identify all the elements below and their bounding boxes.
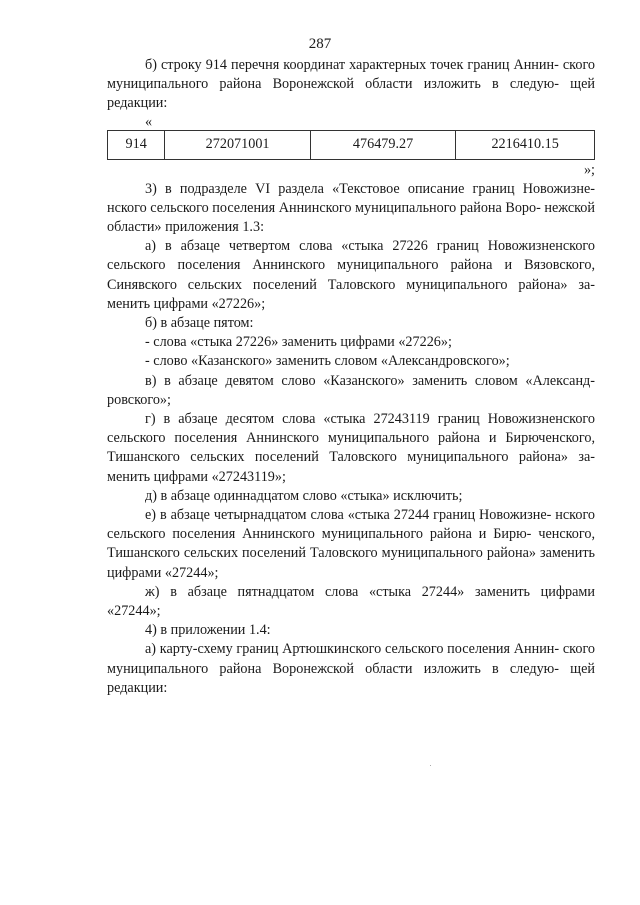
amendment-paragraph	[107, 487, 595, 506]
paragraph-line: менить цифрами «27243119»;	[107, 468, 286, 485]
table-cell-y: 2216410.15	[456, 130, 595, 159]
table-cell-point: 914	[108, 130, 165, 159]
paragraph-line: сельского поселения Аннинского муниципального района и Бирюченского,	[107, 430, 595, 447]
paragraph-line: нского сельского поселения Аннинского муниципального района и Бирю-	[107, 507, 596, 543]
paragraph-line: «27244»;	[107, 603, 161, 620]
close-quote: »;	[583, 161, 595, 178]
paragraph-line: 4) в приложении 1.4:	[145, 622, 271, 639]
paragraph-line: ского муниципального района Воронежской области изложить в следую-	[107, 641, 595, 677]
amendment-paragraph	[107, 352, 595, 371]
paragraph-line: ж) в абзаце пятнадцатом слова «стыка 27244» заменить цифрами	[145, 583, 595, 600]
paragraph-line: в) в абзаце девятом слово «Казанского» заменить словом «Александ-	[145, 372, 595, 389]
paragraph-line: - слова «стыка 27226» заменить цифрами «27226»;	[145, 334, 452, 351]
paragraph-line: Синявского сельских поселений Таловского муниципального района» за-	[107, 276, 595, 293]
amendment-paragraph	[107, 410, 595, 487]
amendment-paragraph	[107, 180, 595, 238]
coordinates-table	[107, 130, 595, 160]
paragraph-line: а) в абзаце четвертом слова «стыка 27226 границ Новожизненского	[145, 238, 595, 255]
amendment-paragraph	[107, 333, 595, 352]
paragraph-line: д) в абзаце одиннадцатом слово «стыка» исключить;	[145, 487, 463, 504]
intro-line: ского муниципального района Воронежской области изложить в следую-	[107, 57, 595, 93]
intro-line: б) строку 914 перечня координат характерных точек границ Аннин-	[145, 57, 559, 73]
paragraph-line: района» заменить цифрами «27244»;	[107, 545, 595, 581]
amendment-paragraph	[107, 583, 595, 621]
paragraph-line: г) в абзаце десятом слова «стыка 27243119 границ Новожизненского	[145, 411, 595, 428]
paragraph-line: нежской области» приложения 1.3:	[107, 199, 595, 236]
intro-line: щей редакции:	[107, 76, 595, 112]
open-quote: «	[145, 113, 153, 130]
table-row	[108, 130, 595, 159]
paragraph-line: - слово «Казанского» заменить словом «Александровского»;	[145, 353, 510, 370]
scan-speck	[430, 765, 431, 766]
paragraph-line: сельского поселения Аннинского муниципального района и Вязовского,	[107, 257, 595, 274]
amendment-paragraph	[107, 621, 595, 640]
paragraph-line: ченского, Тишанского сельских поселений Таловского муниципального	[107, 526, 596, 562]
paragraph-line: менить цифрами «27226»;	[107, 295, 266, 312]
paragraph-line: ровского»;	[107, 391, 171, 408]
amendment-paragraph	[107, 640, 595, 698]
paragraph-line: нского сельского поселения Аннинского муниципального района Воро-	[107, 199, 541, 216]
page-number: 287	[308, 36, 332, 52]
paragraph-line: е) в абзаце четырнадцатом слова «стыка 27244 границ Новожизне-	[145, 507, 552, 524]
intro-paragraph	[107, 56, 595, 114]
paragraph-line: 3) в подразделе VI раздела «Текстовое описание границ Новожизне-	[145, 180, 595, 197]
paragraph-line: Тишанского сельских поселений Таловского муниципального района» за-	[107, 449, 595, 466]
amendment-paragraph	[107, 372, 595, 410]
paragraph-line: щей редакции:	[107, 660, 595, 696]
paragraph-line: б) в абзаце пятом:	[145, 315, 254, 332]
amendment-paragraph	[107, 506, 595, 583]
amendment-paragraphs	[107, 180, 595, 698]
table-cell-x: 476479.27	[310, 130, 455, 159]
amendment-paragraph	[107, 314, 595, 333]
paragraph-line: а) карту-схему границ Артюшкинского сельского поселения Аннин-	[145, 641, 560, 658]
document-body	[107, 56, 595, 698]
table-cell-code: 272071001	[165, 130, 311, 159]
amendment-paragraph	[107, 237, 595, 314]
